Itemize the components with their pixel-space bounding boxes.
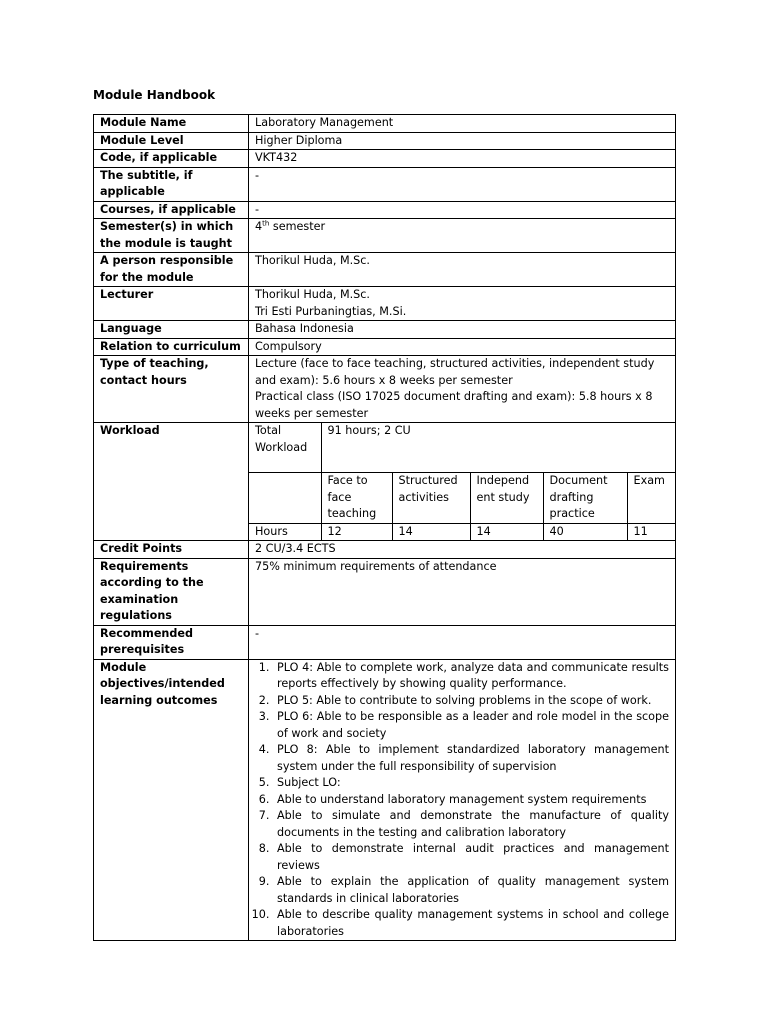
workload-hours-document: 40 <box>543 523 627 540</box>
value-responsible: Thorikul Huda, M.Sc. <box>249 253 676 287</box>
row-module-level <box>94 132 676 150</box>
module-table <box>93 114 676 941</box>
list-item: 10. Able to describe quality management systems in school and college laboratories <box>273 907 669 940</box>
workload-header-row <box>249 473 676 524</box>
list-item: 6. Able to understand laboratory management system requirements <box>273 792 669 809</box>
semester-number: 4 <box>255 220 263 233</box>
row-objectives <box>94 659 676 941</box>
row-responsible <box>94 253 676 287</box>
row-courses <box>94 201 676 219</box>
workload-header-exam: Exam <box>627 473 676 524</box>
label-prereq: Recommended prerequisites <box>94 625 249 659</box>
row-semester <box>94 219 676 253</box>
label-lecturer: Lecturer <box>94 287 249 321</box>
workload-hours-structured: 14 <box>392 523 470 540</box>
list-item: 1. PLO 4: Able to complete work, analyze data and communicate results reports effectively by showing quality performance. <box>273 660 669 693</box>
label-relation: Relation to curriculum <box>94 338 249 356</box>
value-module-level: Higher Diploma <box>249 132 676 150</box>
value-module-name: Laboratory Management <box>249 115 676 133</box>
label-subtitle: The subtitle, if applicable <box>94 167 249 201</box>
list-item: 2. PLO 5: Able to contribute to solving problems in the scope of work. <box>273 693 669 710</box>
label-courses: Courses, if applicable <box>94 201 249 219</box>
workload-table <box>249 423 676 540</box>
workload-hours-exam: 11 <box>627 523 676 540</box>
page-heading: Module Handbook <box>93 88 216 102</box>
row-teaching <box>94 356 676 423</box>
semester-ordinal: th <box>262 219 270 228</box>
list-item: 4. PLO 8: Able to implement standardized laboratory management system under the full responsibility of supervision <box>273 742 669 775</box>
value-lecturer <box>249 287 676 321</box>
lecturer-2: Tri Esti Purbaningtias, M.Si. <box>255 304 407 318</box>
value-code: VKT432 <box>249 150 676 168</box>
row-module-name <box>94 115 676 133</box>
list-item: 9. Able to explain the application of quality management system standards in clinical laboratories <box>273 874 669 907</box>
workload-hours-independent: 14 <box>470 523 543 540</box>
value-teaching <box>249 356 676 423</box>
label-module-name: Module Name <box>94 115 249 133</box>
lecturer-1: Thorikul Huda, M.Sc. <box>255 288 370 301</box>
value-credit: 2 CU/3.4 ECTS <box>249 541 676 559</box>
row-code <box>94 150 676 168</box>
workload-total-value: 91 hours; 2 CU <box>321 423 676 473</box>
list-item: 5. Subject LO: <box>273 775 669 792</box>
value-subtitle: - <box>249 167 676 201</box>
label-module-level: Module Level <box>94 132 249 150</box>
label-credit: Credit Points <box>94 541 249 559</box>
row-requirements <box>94 558 676 625</box>
objectives-list <box>255 660 669 941</box>
label-objectives: Module objectives/intended learning outcomes <box>94 659 249 941</box>
list-item: 7. Able to simulate and demonstrate the manufacture of quality documents in the testing and calibration laboratory <box>273 808 669 841</box>
label-teaching: Type of teaching, contact hours <box>94 356 249 423</box>
label-responsible: A person responsible for the module <box>94 253 249 287</box>
workload-hours-face: 12 <box>321 523 392 540</box>
row-language <box>94 321 676 339</box>
label-workload: Workload <box>94 423 249 541</box>
value-requirements: 75% minimum requirements of attendance <box>249 558 676 625</box>
label-code: Code, if applicable <box>94 150 249 168</box>
row-prereq <box>94 625 676 659</box>
value-semester <box>249 219 676 253</box>
list-item: 3. PLO 6: Able to be responsible as a leader and role model in the scope of work and society <box>273 709 669 742</box>
label-language: Language <box>94 321 249 339</box>
workload-total-label: Total Workload <box>249 423 321 473</box>
workload-hours-label: Hours <box>249 523 321 540</box>
row-relation <box>94 338 676 356</box>
row-lecturer <box>94 287 676 321</box>
workload-total-row <box>249 423 676 473</box>
list-item: 8. Able to demonstrate internal audit practices and management reviews <box>273 841 669 874</box>
row-credit <box>94 541 676 559</box>
value-workload <box>249 423 676 541</box>
label-requirements: Requirements according to the examination regulations <box>94 558 249 625</box>
teaching-practical: Practical class (ISO 17025 document drafting and exam): 5.8 hours x 8 weeks per semester <box>255 390 653 420</box>
workload-hours-row <box>249 523 676 540</box>
workload-header-independent: Independ ent study <box>470 473 543 524</box>
value-relation: Compulsory <box>249 338 676 356</box>
value-prereq: - <box>249 625 676 659</box>
workload-header-face: Face to face teaching <box>321 473 392 524</box>
semester-text: semester <box>269 220 326 233</box>
workload-header-empty <box>249 473 321 524</box>
workload-header-structured: Structured activities <box>392 473 470 524</box>
value-language: Bahasa Indonesia <box>249 321 676 339</box>
row-workload <box>94 423 676 541</box>
row-subtitle <box>94 167 676 201</box>
teaching-lecture: Lecture (face to face teaching, structured activities, independent study and exam): 5.6 hours x 8 weeks per semester <box>255 357 655 387</box>
value-courses: - <box>249 201 676 219</box>
value-objectives <box>249 659 676 941</box>
workload-header-document: Document drafting practice <box>543 473 627 524</box>
label-semester: Semester(s) in which the module is taught <box>94 219 249 253</box>
